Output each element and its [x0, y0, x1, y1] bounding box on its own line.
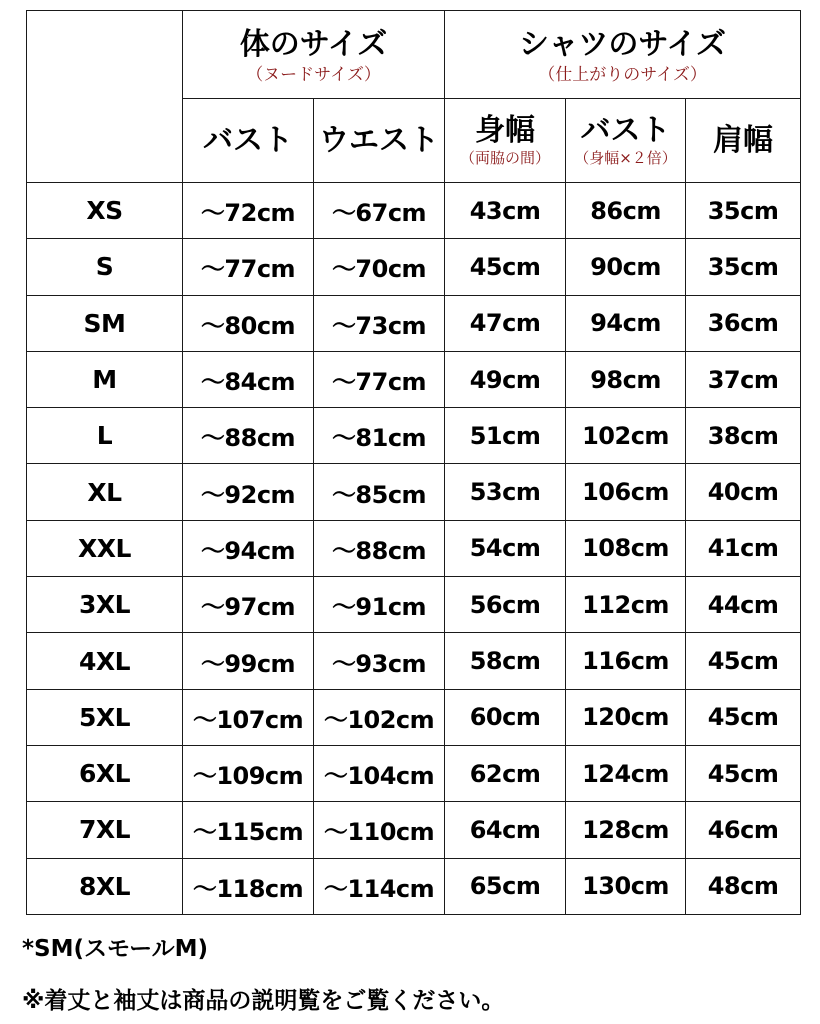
- cell-bust: ～94cm: [183, 520, 314, 576]
- column-note-shirt-bust: （身幅×２倍）: [574, 148, 677, 167]
- cell-shoulder: 45cm: [686, 745, 801, 801]
- cell-width: 64cm: [445, 802, 566, 858]
- body-size-subtitle: （ヌードサイズ）: [246, 64, 381, 85]
- cell-shirt-bust: 128cm: [566, 802, 686, 858]
- shirt-size-group-header: [445, 11, 801, 99]
- cell-shoulder: 35cm: [686, 183, 801, 239]
- cell-shoulder: 45cm: [686, 633, 801, 689]
- cell-size: 5XL: [27, 689, 183, 745]
- cell-shirt-bust: 112cm: [566, 577, 686, 633]
- table-row: [27, 745, 801, 801]
- cell-width: 47cm: [445, 295, 566, 351]
- cell-size: 8XL: [27, 858, 183, 914]
- cell-width: 43cm: [445, 183, 566, 239]
- cell-width: 62cm: [445, 745, 566, 801]
- cell-size: 6XL: [27, 745, 183, 801]
- cell-shirt-bust: 98cm: [566, 351, 686, 407]
- cell-waist: ～81cm: [314, 408, 445, 464]
- cell-shirt-bust: 86cm: [566, 183, 686, 239]
- cell-waist: ～114cm: [314, 858, 445, 914]
- cell-size: L: [27, 408, 183, 464]
- table-row: [27, 577, 801, 633]
- cell-shoulder: 46cm: [686, 802, 801, 858]
- cell-shirt-bust: 116cm: [566, 633, 686, 689]
- header-group-row: [27, 11, 801, 99]
- cell-bust: ～115cm: [183, 802, 314, 858]
- cell-waist: ～67cm: [314, 183, 445, 239]
- cell-size: SM: [27, 295, 183, 351]
- cell-bust: ～97cm: [183, 577, 314, 633]
- cell-shoulder: 35cm: [686, 239, 801, 295]
- table-row: [27, 633, 801, 689]
- table-row: [27, 464, 801, 520]
- cell-bust: ～84cm: [183, 351, 314, 407]
- column-header-waist: ウエスト: [314, 99, 445, 183]
- cell-size: 3XL: [27, 577, 183, 633]
- cell-size: M: [27, 351, 183, 407]
- cell-width: 49cm: [445, 351, 566, 407]
- cell-bust: ～109cm: [183, 745, 314, 801]
- cell-bust: ～118cm: [183, 858, 314, 914]
- cell-waist: ～77cm: [314, 351, 445, 407]
- cell-shirt-bust: 130cm: [566, 858, 686, 914]
- cell-waist: ～91cm: [314, 577, 445, 633]
- column-header-bust: バスト: [183, 99, 314, 183]
- cell-bust: ～92cm: [183, 464, 314, 520]
- column-note-width: （両脇の間）: [460, 148, 551, 167]
- cell-shirt-bust: 124cm: [566, 745, 686, 801]
- cell-shoulder: 38cm: [686, 408, 801, 464]
- cell-shirt-bust: 106cm: [566, 464, 686, 520]
- body-size-title: 体のサイズ: [239, 26, 388, 62]
- corner-cell: [27, 11, 183, 183]
- cell-shoulder: 41cm: [686, 520, 801, 576]
- table-row: [27, 689, 801, 745]
- table-row: [27, 858, 801, 914]
- cell-width: 65cm: [445, 858, 566, 914]
- cell-bust: ～99cm: [183, 633, 314, 689]
- cell-waist: ～70cm: [314, 239, 445, 295]
- cell-width: 53cm: [445, 464, 566, 520]
- cell-shirt-bust: 94cm: [566, 295, 686, 351]
- body-size-group-header: [183, 11, 445, 99]
- cell-shoulder: 45cm: [686, 689, 801, 745]
- sm-footnote: *SM(スモールM): [22, 936, 209, 962]
- size-rows: [27, 183, 801, 915]
- cell-shoulder: 37cm: [686, 351, 801, 407]
- cell-shoulder: 40cm: [686, 464, 801, 520]
- cell-shirt-bust: 102cm: [566, 408, 686, 464]
- cell-size: 7XL: [27, 802, 183, 858]
- shirt-size-subtitle: （仕上がりのサイズ）: [538, 64, 707, 85]
- table-row: [27, 239, 801, 295]
- cell-waist: ～88cm: [314, 520, 445, 576]
- cell-bust: ～80cm: [183, 295, 314, 351]
- cell-shirt-bust: 90cm: [566, 239, 686, 295]
- cell-waist: ～85cm: [314, 464, 445, 520]
- cell-width: 58cm: [445, 633, 566, 689]
- cell-width: 60cm: [445, 689, 566, 745]
- cell-size: S: [27, 239, 183, 295]
- cell-width: 54cm: [445, 520, 566, 576]
- length-footnote: ※着丈と袖丈は商品の説明覧をご覧ください。: [22, 988, 505, 1014]
- cell-size: XXL: [27, 520, 183, 576]
- cell-shoulder: 48cm: [686, 858, 801, 914]
- cell-waist: ～93cm: [314, 633, 445, 689]
- column-header-shoulder: 肩幅: [686, 99, 801, 183]
- cell-shoulder: 44cm: [686, 577, 801, 633]
- column-header-width: 身幅 （両脇の間）: [445, 99, 566, 183]
- cell-width: 56cm: [445, 577, 566, 633]
- cell-bust: ～88cm: [183, 408, 314, 464]
- cell-size: 4XL: [27, 633, 183, 689]
- cell-shirt-bust: 120cm: [566, 689, 686, 745]
- table-row: [27, 802, 801, 858]
- cell-bust: ～77cm: [183, 239, 314, 295]
- cell-waist: ～110cm: [314, 802, 445, 858]
- cell-shirt-bust: 108cm: [566, 520, 686, 576]
- column-header-shirt-bust: バスト （身幅×２倍）: [566, 99, 686, 183]
- shirt-size-title: シャツのサイズ: [519, 26, 727, 62]
- cell-width: 51cm: [445, 408, 566, 464]
- cell-waist: ～73cm: [314, 295, 445, 351]
- table-row: [27, 295, 801, 351]
- table-row: [27, 520, 801, 576]
- cell-size: XL: [27, 464, 183, 520]
- table-row: [27, 408, 801, 464]
- cell-bust: ～72cm: [183, 183, 314, 239]
- size-chart-table: [26, 10, 801, 915]
- cell-bust: ～107cm: [183, 689, 314, 745]
- table-row: [27, 351, 801, 407]
- table-row: [27, 183, 801, 239]
- cell-width: 45cm: [445, 239, 566, 295]
- cell-waist: ～102cm: [314, 689, 445, 745]
- cell-waist: ～104cm: [314, 745, 445, 801]
- cell-size: XS: [27, 183, 183, 239]
- cell-shoulder: 36cm: [686, 295, 801, 351]
